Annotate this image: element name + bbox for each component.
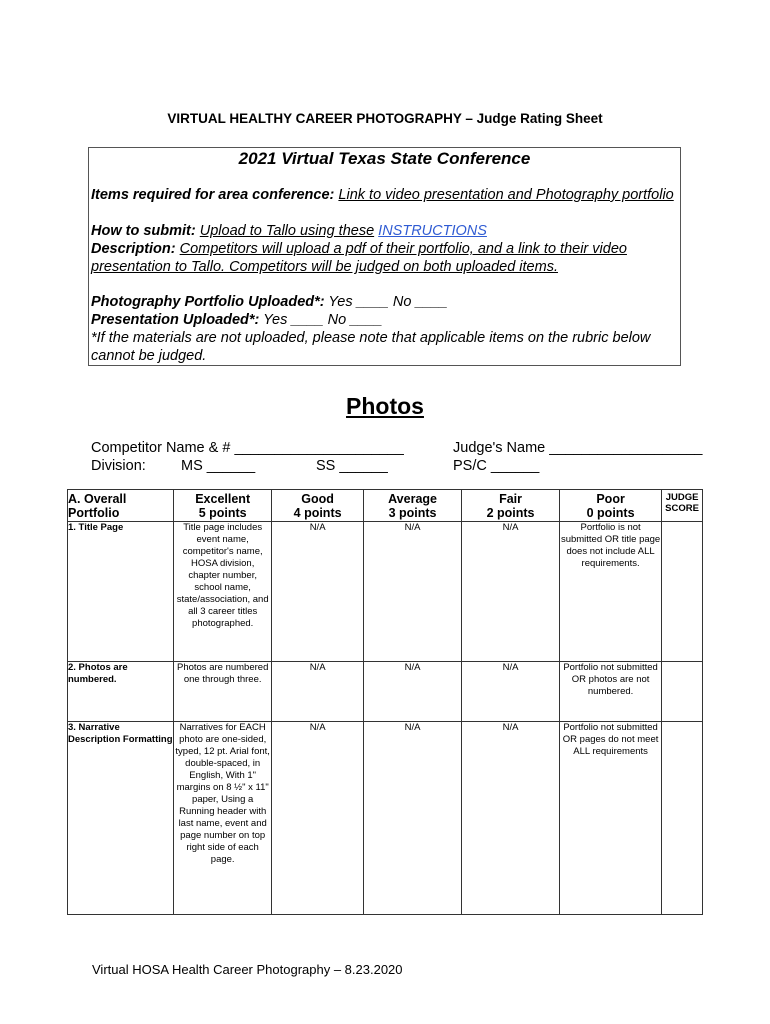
table-row xyxy=(68,522,703,662)
how-to-submit-text: Upload to Tallo using these xyxy=(199,223,375,239)
competitor-name-field: Competitor Name & # _____________________ xyxy=(91,440,404,456)
header-poor: Poor 0 points xyxy=(560,490,662,522)
cell-average: N/A xyxy=(364,722,462,915)
description xyxy=(91,240,677,276)
rubric-table xyxy=(67,489,703,915)
header-excellent: Excellent 5 points xyxy=(174,490,272,522)
table-row xyxy=(68,662,703,722)
how-to-submit-label: How to submit: xyxy=(91,223,196,239)
conference-title: 2021 Virtual Texas State Conference xyxy=(238,149,531,168)
row-label: 1. Title Page xyxy=(68,522,174,662)
presentation-uploaded-label: Presentation Uploaded*: xyxy=(91,312,260,328)
items-required-text: Link to video presentation and Photography portfolio xyxy=(338,187,674,203)
upload-note: *If the materials are not uploaded, please note that applicable items on the rubric below cannot be judged. xyxy=(91,330,651,364)
page-footer: Virtual HOSA Health Career Photography – 8.23.2020 xyxy=(92,962,403,977)
cell-excellent: Narratives for EACH photo are one-sided, typed, 12 pt. Arial font, double-spaced, in English, With 1" margins on 8 ½" x 11" paper, Using a Running header with last name, event and page number on top right side of each page. xyxy=(174,722,272,915)
cell-good: N/A xyxy=(272,522,364,662)
photos-heading: Photos xyxy=(346,393,424,419)
presentation-uploaded xyxy=(91,311,677,329)
cell-fair: N/A xyxy=(462,722,560,915)
description-text: Competitors will upload a pdf of their portfolio, and a link to their video presentation to Tallo. Competitors will be judged on both uploaded items. xyxy=(91,241,627,275)
judge-score-cell[interactable] xyxy=(662,662,703,722)
cell-poor: Portfolio not submitted OR photos are not numbered. xyxy=(560,662,662,722)
portfolio-uploaded-text: Yes ____ No ____ xyxy=(328,294,448,310)
how-to-submit xyxy=(91,222,677,240)
table-row xyxy=(68,722,703,915)
cell-good: N/A xyxy=(272,722,364,915)
rubric-header-row xyxy=(68,490,703,522)
items-required-label: Items required for area conference: xyxy=(91,187,335,203)
presentation-uploaded-text: Yes ____ No ____ xyxy=(263,312,383,328)
portfolio-uploaded xyxy=(91,293,677,311)
judge-score-cell[interactable] xyxy=(662,722,703,915)
judge-score-cell[interactable] xyxy=(662,522,703,662)
header-average: Average 3 points xyxy=(364,490,462,522)
cell-poor: Portfolio is not submitted OR title page does not include ALL requirements. xyxy=(560,522,662,662)
cell-fair: N/A xyxy=(462,662,560,722)
row-label: 3. Narrative Description Formatting xyxy=(68,722,174,915)
division-ms: MS ______ xyxy=(181,458,256,474)
cell-poor: Portfolio not submitted OR pages do not meet ALL requirements xyxy=(560,722,662,915)
cell-fair: N/A xyxy=(462,522,560,662)
cell-excellent: Photos are numbered one through three. xyxy=(174,662,272,722)
division-psc: PS/C ______ xyxy=(453,458,540,474)
portfolio-uploaded-label: Photography Portfolio Uploaded*: xyxy=(91,294,325,310)
description-label: Description: xyxy=(91,241,176,257)
items-required xyxy=(91,186,677,204)
conference-info-box xyxy=(88,147,681,366)
header-good: Good 4 points xyxy=(272,490,364,522)
cell-excellent: Title page includes event name, competitor's name, HOSA division, chapter number, school name, state/association, and all 3 career titles photographed. xyxy=(174,522,272,662)
header-fair: Fair 2 points xyxy=(462,490,560,522)
row-label: 2. Photos are numbered. xyxy=(68,662,174,722)
cell-average: N/A xyxy=(364,522,462,662)
cell-good: N/A xyxy=(272,662,364,722)
division-label: Division: xyxy=(91,458,146,474)
header-judge-score: JUDGE SCORE xyxy=(662,490,703,522)
cell-average: N/A xyxy=(364,662,462,722)
judge-name-field: Judge's Name ___________________ xyxy=(453,440,703,456)
document-title: VIRTUAL HEALTHY CAREER PHOTOGRAPHY – Judge Rating Sheet xyxy=(167,111,603,126)
instructions-link[interactable]: INSTRUCTIONS xyxy=(378,223,487,239)
division-ss: SS ______ xyxy=(316,458,388,474)
header-category: A. Overall Portfolio xyxy=(68,490,174,522)
